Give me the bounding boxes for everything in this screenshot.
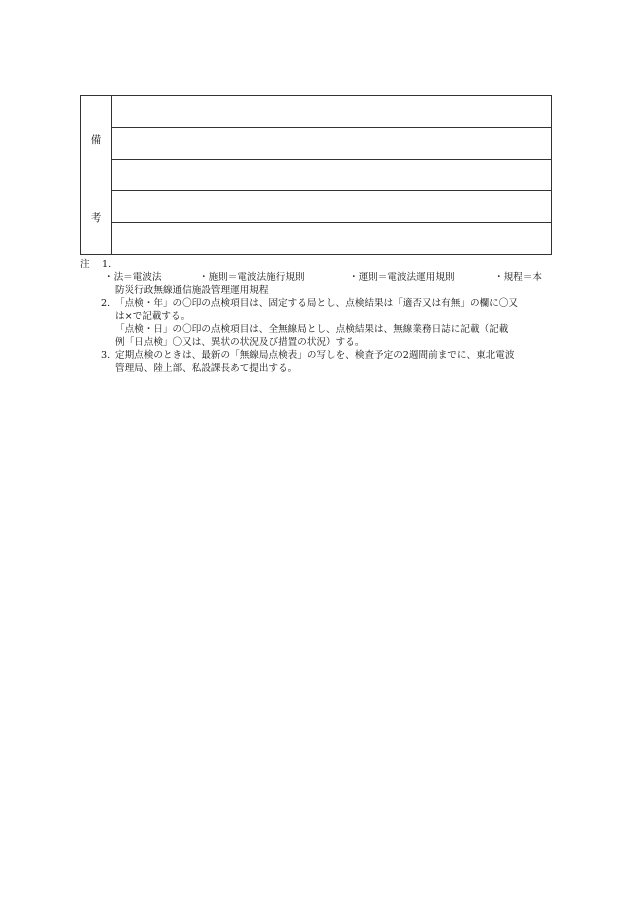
remarks-row[interactable] — [112, 223, 551, 254]
note-1-number: 1. — [102, 259, 112, 270]
note-3-text-1: 定期点検のときは、最新の「無線局点検表」の写しを、検査予定の2週間前までに、東北電波 — [115, 350, 515, 361]
remarks-row[interactable] — [112, 128, 551, 160]
remarks-row[interactable] — [112, 96, 551, 128]
notes-section — [80, 258, 560, 375]
note-2-line-3: 「点検・日」の〇印の点検項目は、全無線局とし、点検結果は、無線業務日誌に記載（記載 — [115, 324, 509, 335]
abbreviation-list — [80, 271, 560, 284]
remarks-label — [81, 96, 112, 254]
note-3-line-1 — [80, 349, 560, 362]
remarks-label-top: 備 — [90, 134, 102, 146]
note-3-line-2: 管理局、陸上部、私設課長あて提出する。 — [115, 363, 298, 374]
note-3-number: 3. — [101, 350, 111, 361]
note-2-line-1 — [80, 297, 560, 310]
remarks-rows — [112, 96, 551, 254]
abbrev-item: ・施則＝電波法施行規則 — [199, 272, 305, 283]
remarks-table — [80, 95, 552, 255]
remarks-row[interactable] — [112, 160, 551, 192]
abbrev-item: ・法＝電波法 — [104, 272, 162, 283]
abbrev-item: ・運則＝電波法運用規則 — [349, 272, 455, 283]
abbrev-item: ・規程＝本 — [494, 272, 542, 283]
note-2-line-2: は×で記載する。 — [115, 311, 191, 322]
abbrev-continuation: 防災行政無線通信施設管理運用規程 — [115, 285, 269, 296]
remarks-row[interactable] — [112, 191, 551, 223]
remarks-label-bottom: 考 — [90, 212, 102, 224]
note-1-head — [80, 258, 560, 271]
note-2-line-4: 例「日点検」〇又は、異状の状況及び措置の状況）する。 — [115, 337, 365, 348]
notes-label: 注 — [80, 259, 90, 270]
note-2-number: 2. — [101, 298, 111, 309]
note-2-text-1: 「点検・年」の〇印の点検項目は、固定する局とし、点検結果は「適否又は有無」の欄に〇又 — [115, 298, 518, 309]
